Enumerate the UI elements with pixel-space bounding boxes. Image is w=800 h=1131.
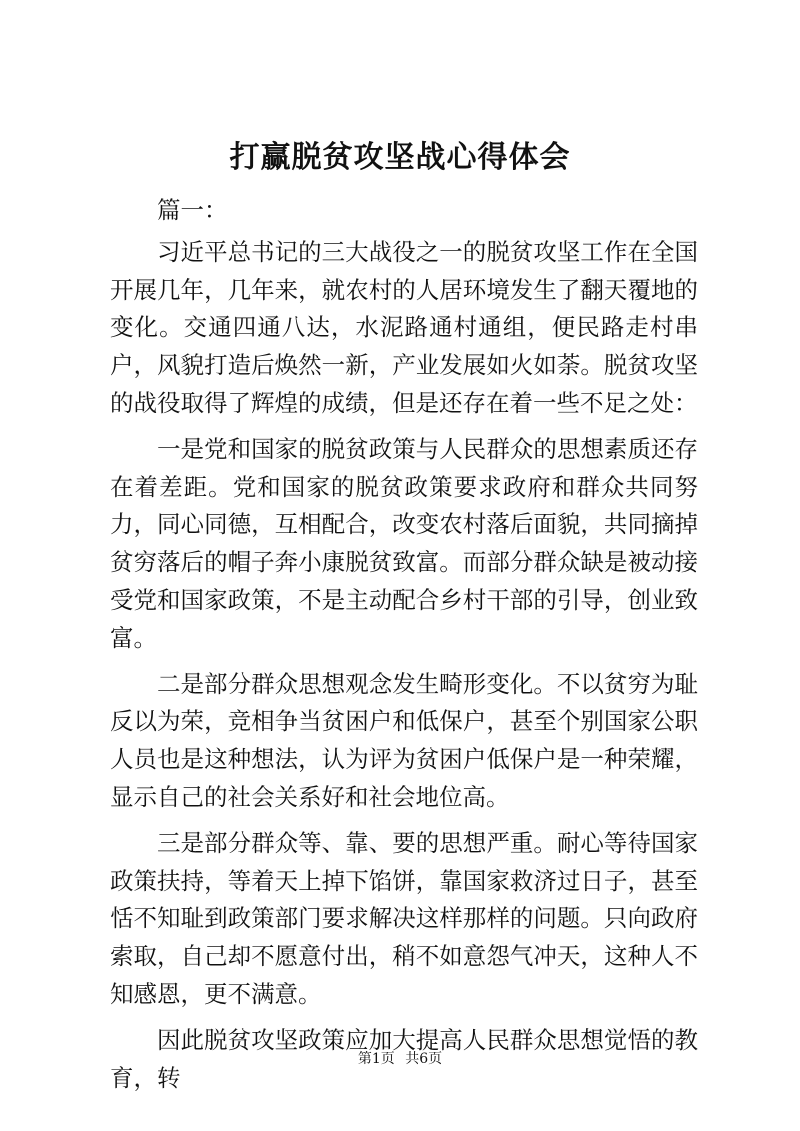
page-total: 共6页 — [405, 1051, 443, 1067]
paragraph-intro: 习近平总书记的三大战役之一的脱贫攻坚工作在全国开展几年，几年来，就农村的人居环境发生了翻天覆地的变化。交通四通八达，水泥路通村通组，便民路走村串户，风貌打造后焕然一新，产业发展如火如荼。脱贫攻坚的战役取得了辉煌的成绩，但是还存在着一些不足之处： — [110, 237, 698, 417]
page-number: 第1页 — [357, 1051, 395, 1067]
paragraph-point-three: 三是部分群众等、靠、要的思想严重。耐心等待国家政策扶持，等着天上掉下馅饼，靠国家救济过日子，甚至恬不知耻到政策部门要求解决这样那样的问题。只向政府索取，自己却不愿意付出，稍不如意怨气冲天，这种人不知感恩，更不满意。 — [110, 828, 698, 1008]
section-label: 篇一： — [157, 196, 228, 224]
paragraph-point-one: 一是党和国家的脱贫政策与人民群众的思想素质还存在着差距。党和国家的脱贫政策要求政府和群众共同努力，同心同德，互相配合，改变农村落后面貌，共同摘掉贫穷落后的帽子奔小康脱贫致富。而部分群众缺是被动接受党和国家政策，不是主动配合乡村干部的引导，创业致富。 — [110, 434, 698, 652]
document-title: 打赢脱贫攻坚战心得体会 — [229, 140, 571, 175]
page-footer — [0, 1049, 800, 1069]
paragraph-conclusion: 因此脱贫攻坚政策应加大提高人民群众思想觉悟的教育，转 — [110, 1025, 698, 1092]
paragraph-point-two: 二是部分群众思想观念发生畸形变化。不以贫穷为耻反以为荣，竞相争当贫困户和低保户，甚至个别国家公职人员也是这种想法，认为评为贫困户低保户是一种荣耀，显示自己的社会关系好和社会地位高。 — [110, 669, 698, 811]
document-body — [110, 192, 698, 1105]
